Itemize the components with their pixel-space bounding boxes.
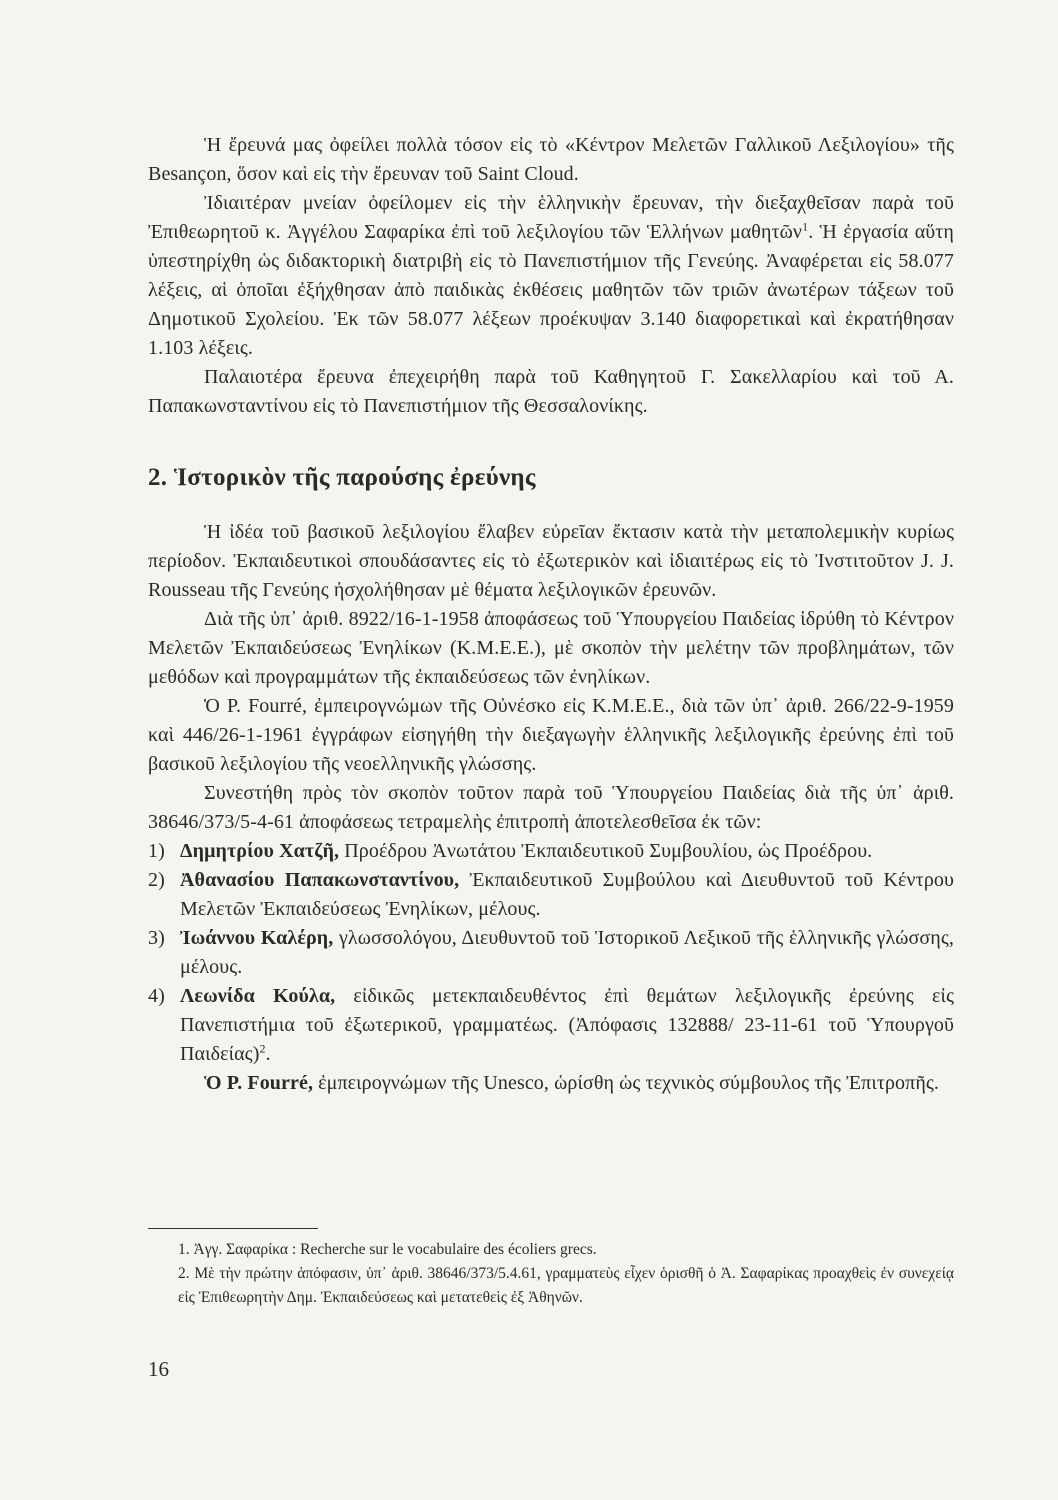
committee-member: 4) Λεωνίδα Κούλα, εἰδικῶς μετεκπαιδευθέντος ἐπὶ θεμάτων λεξιλογικῆς ἐρεύνης εἰς Πανεπιστήμια τοῦ ἐξωτερικοῦ, γραμματέως. (Ἀπόφασις 132888/ 23-11-61 τοῦ Ὑπουργοῦ Παιδείας)$^2$. xyxy=(148,985,954,1065)
section-heading: 2. Ἱστορικὸν τῆς παρούσης ἐρεύνης xyxy=(148,464,536,491)
history-paragraph-4: Συνεστήθη πρὸς τὸν σκοπὸν τοῦτον παρὰ τοῦ Ὑπουργείου Παιδείας διὰ τῆς ὑπ᾽ ἀριθ. 38646/373/5-4-61 ἀποφάσεως τετραμελὴς ἐπιτροπὴ ἀποτελεσθεῖσα ἐκ τῶν: xyxy=(148,782,954,833)
footnote-ref-2: 2 xyxy=(259,1041,266,1056)
history-paragraph-3: Ὁ P. Fourré, ἐμπειρογνώμων τῆς Οὐνέσκο εἰς Κ.Μ.Ε.Ε., διὰ τῶν ὑπ᾽ ἀριθ. 266/22-9-1959 καὶ 446/26-1-1961 ἐγγράφων εἰσηγήθη τὴν διεξαγωγὴν ἑλληνικῆς λεξιλογικῆς ἐρεύνης ἐπὶ τοῦ βασικοῦ λεξιλογίου τῆς νεοελληνικῆς γλώσσης. xyxy=(148,695,954,775)
footnote-ref-1: 1 xyxy=(802,219,809,234)
footnote-divider xyxy=(148,1228,318,1229)
intro-paragraph-1: Ἡ ἔρευνά μας ὀφείλει πολλὰ τόσον εἰς τὸ «Κέντρον Μελετῶν Γαλλικοῦ Λεξιλογίου» τῆς Besançon, ὅσον καὶ εἰς τὴν ἔρευναν τοῦ Saint Cloud. xyxy=(148,134,954,185)
page-number: 16 xyxy=(148,1357,169,1381)
footnote-2: 2. Μὲ τὴν πρώτην ἀπόφασιν, ὑπ᾽ ἀριθ. 38646/373/5.4.61, γραμματεὺς εἶχεν ὁρισθῆ ὁ Ἀ. Σαφαρίκας προαχθεὶς ἐν συνεχείᾳ εἰς Ἐπιθεωρητὴν Δημ. Ἐκπαιδεύσεως καὶ μετατεθεὶς ἐξ Ἀθηνῶν. xyxy=(178,1265,954,1306)
committee-member: 2) Ἀθανασίου Παπακωνσταντίνου, Ἐκπαιδευτικοῦ Συμβούλου καὶ Διευθυντοῦ τοῦ Κέντρου Μελετῶν Ἐκπαιδεύσεως Ἐνηλίκων, μέλους. xyxy=(148,869,955,920)
intro-paragraph-2: Ἰδιαιτέραν μνείαν ὀφείλομεν εἰς τὴν ἑλληνικὴν ἔρευναν, τὴν διεξαχθεῖσαν παρὰ τοῦ Ἐπιθεωρητοῦ κ. Ἀγγέλου Σαφαρίκα ἐπὶ τοῦ λεξιλογίου τῶν Ἑλλήνων μαθητῶν$^1$. Ἡ ἐργασία αὕτη ὑπεστηρίχθη ὡς διδακτορικὴ διατριβὴ εἰς τὸ Πανεπιστήμιον τῆς Γενεύης. Ἀναφέρεται εἰς 58.077 λέξεις, αἱ ὁποῖαι ἐξήχθησαν ἀπὸ παιδικὰς ἐκθέσεις μαθητῶν τῶν τριῶν ἀνωτέρων τάξεων τοῦ Δημοτικοῦ Σχολείου. Ἐκ τῶν 58.077 λέξεων προέκυψαν 3.140 διαφορετικαὶ καὶ ἐκρατήθησαν 1.103 λέξεις. xyxy=(148,192,954,359)
committee-member: 1) Δημητρίου Χατζῆ, Προέδρου Ἀνωτάτου Ἐκπαιδευτικοῦ Συμβουλίου, ὡς Προέδρου. xyxy=(148,840,873,862)
footnotes xyxy=(148,1238,954,1310)
closing-paragraph: Ὁ P. Fourré, ἐμπειρογνώμων τῆς Unesco, ὡρίσθη ὡς τεχνικὸς σύμβουλος τῆς Ἐπιτροπῆς. xyxy=(204,1072,940,1094)
section-body xyxy=(148,518,954,1098)
intro-paragraph-3: Παλαιοτέρα ἔρευνα ἐπεχειρήθη παρὰ τοῦ Καθηγητοῦ Γ. Σακελλαρίου καὶ τοῦ Α. Παπακωνσταντίνου εἰς τὸ Πανεπιστήμιον τῆς Θεσσαλονίκης. xyxy=(148,366,954,417)
committee-list xyxy=(148,837,954,1069)
footnote-1: 1. Ἀγγ. Σαφαρίκα : Recherche sur le vocabulaire des écoliers grecs. xyxy=(178,1241,597,1258)
history-paragraph-2: Διὰ τῆς ὑπ᾽ ἀριθ. 8922/16-1-1958 ἀποφάσεως τοῦ Ὑπουργείου Παιδείας ἱδρύθη τὸ Κέντρον Μελετῶν Ἐκπαιδεύσεως Ἐνηλίκων (Κ.Μ.Ε.Ε.), μὲ σκοπὸν τὴν μελέτην τῶν προβλημάτων, τῶν μεθόδων καὶ προγραμμάτων τῆς ἐκπαιδεύσεως τῶν ἐνηλίκων. xyxy=(148,608,954,688)
intro-block xyxy=(148,131,954,421)
committee-member: 3) Ἰωάννου Καλέρη, γλωσσολόγου, Διευθυντοῦ τοῦ Ἱστορικοῦ Λεξικοῦ τῆς ἑλληνικῆς γλώσσης, μέλους. xyxy=(148,927,954,978)
history-paragraph-1: Ἡ ἰδέα τοῦ βασικοῦ λεξιλογίου ἔλαβεν εὐρεῖαν ἔκτασιν κατὰ τὴν μεταπολεμικὴν κυρίως περίοδον. Ἐκπαιδευτικοὶ σπουδάσαντες εἰς τὸ ἐξωτερικὸν καὶ ἰδιαιτέρως εἰς τὸ Ἰνστιτοῦτον J. J. Rousseau τῆς Γενεύης ἠσχολήθησαν μὲ θέματα λεξιλογικῶν ἐρευνῶν. xyxy=(148,521,954,601)
